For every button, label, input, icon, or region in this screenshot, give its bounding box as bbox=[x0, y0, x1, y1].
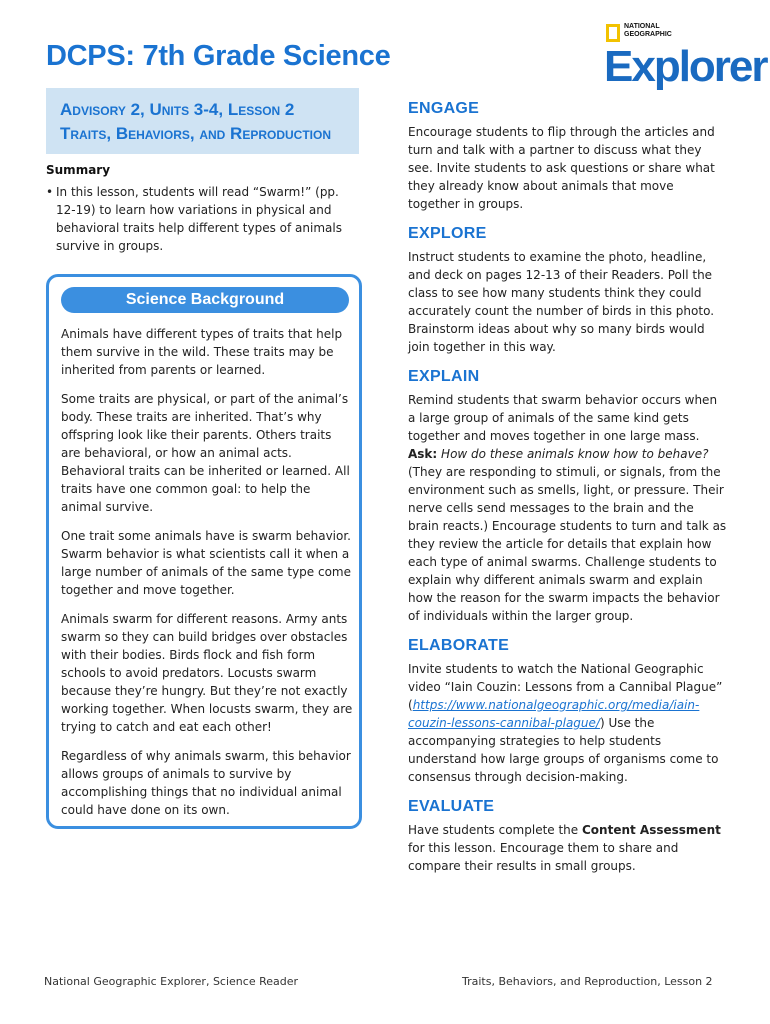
elaborate-text-1: Invite students to watch the National Geographic video “Iain Couzin: Lessons from a Cannibal Plague” ( bbox=[408, 662, 723, 712]
background-paragraph: Animals swarm for different reasons. Army ants swarm so they can build bridges over obstacles with their bodies. Birds flock and fish form schools to avoid predators. Locusts swarm because they’re hungry. But they’re not exactly working together. When locusts swarm, they are trying to catch and eat each other! bbox=[61, 612, 353, 734]
evaluate-section bbox=[408, 798, 728, 875]
background-paragraph: Regardless of why animals swarm, this behavior allows groups of animals to survive by accomplishing things that no individual animal could have done on its own. bbox=[61, 749, 351, 817]
elaborate-heading: ELABORATE bbox=[408, 637, 510, 654]
logo-small-text bbox=[624, 23, 672, 39]
evaluate-heading: EVALUATE bbox=[408, 798, 495, 815]
background-paragraph: Some traits are physical, or part of the animal’s body. These traits are inherited. That’s why offspring look like their parents. Others traits are behavioral, or how an animal acts. Behavioral traits can be inherited or learned. All traits have one common goal: to help the animal survive. bbox=[61, 392, 350, 514]
evaluate-text-2: for this lesson. Encourage them to share and compare their results in small groups. bbox=[408, 841, 679, 873]
lesson-banner bbox=[46, 88, 359, 154]
logo-line-2: GEOGRAPHIC bbox=[624, 31, 672, 38]
bullet-icon: • bbox=[46, 185, 54, 199]
explain-text bbox=[408, 391, 728, 625]
footer-lesson: Traits, Behaviors, and Reproduction, Lesson 2 bbox=[462, 975, 713, 988]
science-background-box bbox=[46, 274, 362, 829]
elaborate-section bbox=[408, 637, 728, 786]
explorer-logo bbox=[604, 20, 767, 92]
science-background-body bbox=[61, 325, 353, 830]
footer-source: National Geographic Explorer, Science Reader bbox=[44, 975, 299, 988]
explain-section bbox=[408, 368, 728, 625]
explore-heading: EXPLORE bbox=[408, 225, 487, 242]
lesson-steps bbox=[408, 100, 728, 887]
engage-section bbox=[408, 100, 728, 213]
lesson-topic: Traits, Behaviors, and Reproduction bbox=[60, 124, 332, 143]
elaborate-text bbox=[408, 660, 728, 786]
lesson-unit: Advisory 2, Units 3-4, Lesson 2 bbox=[60, 100, 295, 119]
explore-section bbox=[408, 225, 728, 356]
summary-item bbox=[46, 183, 356, 255]
ask-label: Ask: bbox=[408, 447, 438, 461]
engage-text: Encourage students to flip through the articles and turn and talk with a partner to discuss what they see. Invite students to ask questions or share what they already know about animals that move together in groups. bbox=[408, 125, 715, 211]
explain-text-2: (They are responding to stimuli, or signals, from the environment such as smells, light, or pressure. Their nerve cells send messages to the brain and the brain reacts.) Encourage students to turn and talk as they review the article for details that explain how each type of animal swarms. Challenge students to explain why different animals swarm and explain how the reason for the swarm impacts the behavior of individuals within the larger group. bbox=[408, 465, 727, 623]
science-background-title: Science Background bbox=[61, 287, 349, 313]
page-title: DCPS: 7th Grade Science bbox=[46, 40, 391, 72]
explain-text-1: Remind students that swarm behavior occurs when a large group of animals of the same kind gets together and moves together in one large mass. bbox=[408, 393, 718, 443]
summary-label: Summary bbox=[46, 163, 111, 177]
elaborate-text-2: ) Use the accompanying strategies to help students understand how large groups of organisms come to consensus through decision-making. bbox=[408, 716, 719, 784]
explain-heading: EXPLAIN bbox=[408, 368, 480, 385]
ask-question: How do these animals know how to behave? bbox=[441, 447, 709, 461]
evaluate-text-1: Have students complete the bbox=[408, 823, 582, 837]
video-link[interactable]: https://www.nationalgeographic.org/media/iain-couzin-lessons-cannibal-plague/ bbox=[408, 698, 700, 730]
engage-heading: ENGAGE bbox=[408, 100, 480, 117]
background-paragraph: One trait some animals have is swarm behavior. Swarm behavior is what scientists call it when a large number of animals of the same type come together and move together. bbox=[61, 529, 352, 597]
logo-brand: Explorer bbox=[604, 42, 767, 91]
logo-line-1: NATIONAL bbox=[624, 23, 660, 30]
content-assessment-label: Content Assessment bbox=[582, 823, 721, 837]
evaluate-text bbox=[408, 821, 728, 875]
summary-text: In this lesson, students will read “Swarm!” (pp. 12-19) to learn how variations in physical and behavioral traits help different types of animals survive in groups. bbox=[56, 185, 342, 253]
background-paragraph: Animals have different types of traits that help them survive in the wild. These traits may be inherited from parents or learned. bbox=[61, 327, 343, 377]
nat-geo-yellow-border-icon bbox=[606, 24, 620, 42]
explore-text: Instruct students to examine the photo, headline, and deck on pages 12-13 of their Readers. Poll the class to see how many students think they could accurately count the number of birds in this photo. Brainstorm ideas about why so many birds would join together in this way. bbox=[408, 250, 715, 354]
